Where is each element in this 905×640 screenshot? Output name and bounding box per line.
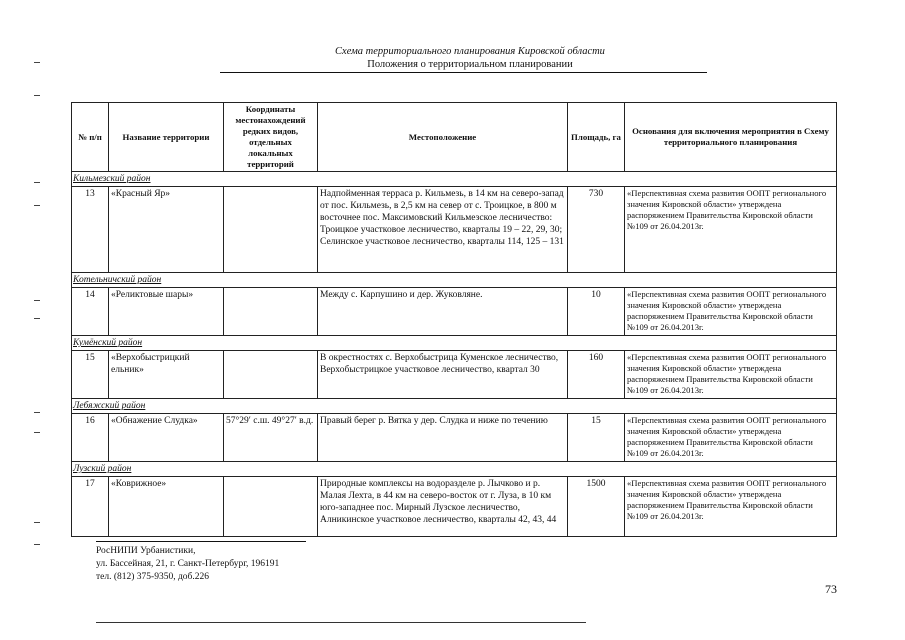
- district-row: [72, 399, 837, 414]
- bottom-rule: [96, 622, 586, 623]
- margin-mark: [34, 432, 40, 433]
- coordinates: [224, 477, 318, 537]
- territory-name: «Верхобыстрицкий ельник»: [109, 351, 224, 399]
- column-header-area: Площадь, га: [568, 103, 625, 172]
- row-number: 13: [72, 187, 109, 273]
- territory-name: «Коврижное»: [109, 477, 224, 537]
- coordinates: [224, 351, 318, 399]
- column-header-name: Название территории: [109, 103, 224, 172]
- row-number: 17: [72, 477, 109, 537]
- area: 1500: [568, 477, 625, 537]
- footer-phone: тел. (812) 375-9350, доб.226: [96, 572, 210, 582]
- table-row: [72, 288, 837, 336]
- coordinates: [224, 187, 318, 273]
- area: 730: [568, 187, 625, 273]
- district-name: Котельничский район: [72, 273, 837, 288]
- territory-name: «Обнажение Слудка»: [109, 414, 224, 462]
- basis: «Перспективная схема развития ООПТ регионального значения Кировской области» утверждена распоряжением Правительства Кировской области №109 от 26.04.2013г.: [625, 187, 837, 273]
- location: Между с. Карпушино и дер. Жуковляне.: [318, 288, 568, 336]
- basis: «Перспективная схема развития ООПТ регионального значения Кировской области» утверждена распоряжением Правительства Кировской области №109 от 26.04.2013г.: [625, 351, 837, 399]
- column-header-basis: Основания для включения мероприятия в Схему территориального планирования: [625, 103, 837, 172]
- row-number: 14: [72, 288, 109, 336]
- basis: «Перспективная схема развития ООПТ регионального значения Кировской области» утверждена распоряжением Правительства Кировской области №109 от 26.04.2013г.: [625, 414, 837, 462]
- territories-table: [71, 102, 837, 537]
- district-row: [72, 172, 837, 187]
- column-header-location: Местоположение: [318, 103, 568, 172]
- header-rule: [220, 72, 707, 73]
- margin-mark: [34, 300, 40, 301]
- area: 160: [568, 351, 625, 399]
- basis: «Перспективная схема развития ООПТ регионального значения Кировской области» утверждена распоряжением Правительства Кировской области №109 от 26.04.2013г.: [625, 477, 837, 537]
- district-row: [72, 462, 837, 477]
- page-number: 73: [825, 582, 837, 596]
- table-row: [72, 351, 837, 399]
- margin-mark: [34, 412, 40, 413]
- territory-name: «Красный Яр»: [109, 187, 224, 273]
- coordinates: [224, 288, 318, 336]
- margin-mark: [34, 544, 40, 545]
- district-name: Кумёнский район: [72, 336, 837, 351]
- location: Надпойменная терраса р. Кильмезь, в 14 км на северо-запад от пос. Кильмезь, в 2,5 км на север от с. Троицкое, в 800 м восточнее пос. Максимовский Кильмезское лесничество: Троицкое участковое лесничество, кварталы 19 – 22, 29, 30; Селинское участковое лесничество, кварталы 114, 125 – 131: [318, 187, 568, 273]
- column-header-number: № п/п: [72, 103, 109, 172]
- footer-rule: [96, 541, 306, 542]
- district-name: Кильмезский район: [72, 172, 837, 187]
- column-header-coordinates: Координаты местонахождений редких видов, отдельных локальных территорий: [224, 103, 318, 172]
- table-header-row: [72, 103, 837, 172]
- area: 10: [568, 288, 625, 336]
- footer-address: ул. Бассейная, 21, г. Санкт-Петербург, 196191: [96, 559, 280, 569]
- location: В окрестностях с. Верхобыстрица Куменское лесничество, Верхобыстрицкое участковое лесничество, квартал 30: [318, 351, 568, 399]
- district-row: [72, 273, 837, 288]
- district-name: Лебяжский район: [72, 399, 837, 414]
- district-name: Лузский район: [72, 462, 837, 477]
- margin-mark: [34, 95, 40, 96]
- location: Правый берег р. Вятка у дер. Слудка и ниже по течению: [318, 414, 568, 462]
- margin-mark: [34, 182, 40, 183]
- territory-name: «Реликтовые шары»: [109, 288, 224, 336]
- margin-mark: [34, 205, 40, 206]
- coordinates: 57°29′ с.ш. 49°27′ в.д.: [224, 414, 318, 462]
- basis: «Перспективная схема развития ООПТ регионального значения Кировской области» утверждена распоряжением Правительства Кировской области №109 от 26.04.2013г.: [625, 288, 837, 336]
- area: 15: [568, 414, 625, 462]
- location: Природные комплексы на водоразделе р. Лычково и р. Малая Лехта, в 44 км на северо-восток от г. Луза, в 10 км юго-западнее пос. Мирный Лузское лесничество, Алникинское участковое лесничество, кварталы 42, 43, 44: [318, 477, 568, 537]
- margin-mark: [34, 318, 40, 319]
- document-subtitle: Положения о территориальном планировании: [367, 59, 573, 70]
- district-row: [72, 336, 837, 351]
- row-number: 15: [72, 351, 109, 399]
- table-row: [72, 187, 837, 273]
- row-number: 16: [72, 414, 109, 462]
- margin-mark: [34, 522, 40, 523]
- footer-org: РосНИПИ Урбанистики,: [96, 546, 196, 556]
- table-row: [72, 414, 837, 462]
- table-row: [72, 477, 837, 537]
- margin-mark: [34, 62, 40, 63]
- document-title: Схема территориального планирования Кировской области: [335, 46, 605, 57]
